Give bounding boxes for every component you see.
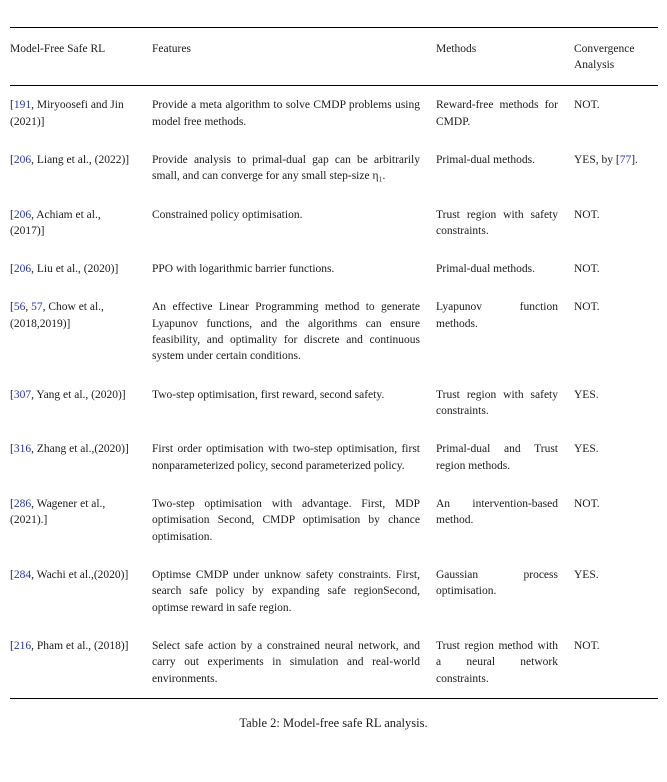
cell-methods: Trust region method with a neural network constraints.: [436, 640, 558, 685]
header-model-free-safe-rl: Model-Free Safe RL: [10, 43, 106, 55]
text-segment: NOT.: [574, 640, 600, 653]
cell-features: Provide analysis to primal-dual gap can be arbitrarily small, and can converge for any small step-size η₁.: [152, 153, 420, 183]
table-row: [10, 556, 658, 627]
cell-convergence: [574, 430, 658, 485]
cell-methods: Primal-dual methods.: [436, 263, 536, 276]
cell-features: Provide a meta algorithm to solve CMDP problems using model free methods.: [152, 99, 420, 128]
cell-convergence: [574, 288, 658, 375]
cell-features: First order optimisation with two-step optimisation, first nonparameterized policy, second parameterized policy.: [152, 443, 420, 472]
text-segment: , Liu et al., (2020)]: [31, 263, 119, 276]
cell-reference: [10, 250, 152, 288]
text-segment: , Liang et al., (2022)]: [31, 153, 130, 166]
text-segment: NOT.: [574, 263, 600, 276]
text-segment: [: [10, 208, 14, 221]
table-row: [10, 250, 658, 288]
text-segment: , Wachi et al.,(2020)]: [31, 569, 129, 582]
table-row: [10, 430, 658, 485]
table-header: [10, 28, 658, 86]
text-segment: YES.: [574, 443, 599, 456]
text-segment: , Miryoosefi and Jin (2021)]: [10, 99, 124, 128]
text-segment: , Wagener et al., (2021).]: [10, 498, 106, 527]
header-convergence-analysis: Convergence Analysis: [574, 43, 635, 72]
citation-link[interactable]: 216: [13, 640, 32, 653]
table-row: [10, 627, 658, 698]
cell-methods: Reward-free methods for CMDP.: [436, 99, 558, 128]
cell-features: PPO with logarithmic barrier functions.: [152, 263, 335, 276]
cell-convergence: [574, 196, 658, 251]
citation-link[interactable]: 191: [13, 99, 32, 112]
cell-reference: [10, 485, 152, 556]
header-methods: Methods: [436, 43, 477, 55]
cell-reference: [10, 627, 152, 698]
citation-link[interactable]: 284: [13, 569, 32, 582]
cell-methods: Trust region with safety constraints.: [436, 388, 558, 418]
table-row: [10, 376, 658, 431]
text-segment: , Achiam et al., (2017)]: [10, 208, 101, 237]
header-features: Features: [152, 43, 191, 55]
table-row: [10, 86, 658, 141]
text-segment: ,: [25, 301, 32, 314]
cell-methods: Primal-dual methods.: [436, 153, 536, 166]
text-segment: , Yang et al., (2020)]: [31, 388, 126, 401]
text-segment: [: [10, 388, 14, 401]
cell-features: An effective Linear Programming method to generate Lyapunov functions, and the algorithms can ensure feasibility, and optimality for discrete and continuous system under certain conditions.: [152, 301, 420, 363]
text-segment: YES.: [574, 388, 599, 401]
cell-methods: Primal-dual and Trust region methods.: [436, 443, 558, 472]
cell-reference: [10, 141, 152, 196]
text-segment: [: [10, 153, 14, 166]
citation-link[interactable]: 206: [13, 153, 32, 166]
cell-convergence: [574, 485, 658, 556]
text-segment: , Pham et al., (2018)]: [31, 640, 129, 653]
cell-features: Constrained policy optimisation.: [152, 208, 303, 221]
text-segment: NOT.: [574, 301, 600, 314]
text-segment: [: [10, 263, 14, 276]
table-row: [10, 485, 658, 556]
header-row: [10, 28, 658, 86]
text-segment: [: [10, 443, 14, 456]
cell-convergence: [574, 627, 658, 698]
cell-features: Select safe action by a constrained neural network, and carry out experiments in simulation and real-world environments.: [152, 640, 420, 685]
cell-reference: [10, 376, 152, 431]
text-segment: YES, by [: [574, 153, 620, 166]
citation-link[interactable]: 56: [13, 301, 26, 314]
cell-reference: [10, 196, 152, 251]
table-row: [10, 288, 658, 375]
text-segment: NOT.: [574, 498, 600, 511]
text-segment: [: [10, 301, 14, 314]
text-segment: NOT.: [574, 208, 600, 221]
citation-link[interactable]: 206: [13, 208, 32, 221]
model-free-safe-rl-table: [10, 27, 658, 699]
text-segment: [: [10, 99, 14, 112]
text-segment: YES.: [574, 569, 599, 582]
cell-convergence: [574, 141, 658, 196]
text-segment: , Chow et al., (2018,2019)]: [10, 301, 104, 330]
cell-convergence: [574, 376, 658, 431]
text-segment: [: [10, 569, 14, 582]
cell-features: Optimse CMDP under unknow safety constraints. First, search safe policy by expanding safe regionSecond, optimse reward in safe region.: [152, 569, 420, 614]
text-segment: [: [10, 498, 14, 511]
cell-reference: [10, 556, 152, 627]
text-segment: , Zhang et al.,(2020)]: [31, 443, 129, 456]
citation-link[interactable]: 307: [13, 388, 32, 401]
cell-convergence: [574, 250, 658, 288]
table-row: [10, 196, 658, 251]
table-row: [10, 141, 658, 196]
cell-reference: [10, 86, 152, 141]
cell-methods: An intervention-based method.: [436, 498, 558, 527]
cell-features: Two-step optimisation with advantage. First, MDP optimisation Second, CMDP optimisation by chance optimisation.: [152, 498, 420, 543]
citation-link[interactable]: 206: [13, 263, 32, 276]
citation-link[interactable]: 316: [13, 443, 32, 456]
cell-features: Two-step optimisation, first reward, second safety.: [152, 388, 385, 401]
cell-methods: Lyapunov function methods.: [436, 301, 558, 330]
citation-link[interactable]: 77: [619, 153, 632, 166]
text-segment: NOT.: [574, 99, 600, 112]
table-caption: Table 2: Model-free safe RL analysis.: [239, 716, 428, 731]
citation-link[interactable]: 286: [13, 498, 32, 511]
cell-reference: [10, 430, 152, 485]
table-body: [10, 86, 658, 699]
text-segment: ].: [631, 153, 638, 166]
cell-convergence: [574, 556, 658, 627]
cell-methods: Gaussian process optimisation.: [436, 569, 558, 598]
text-segment: [: [10, 640, 14, 653]
citation-link[interactable]: 57: [31, 301, 43, 314]
cell-methods: Trust region with safety constraints.: [436, 208, 558, 237]
cell-reference: [10, 288, 152, 375]
cell-convergence: [574, 86, 658, 141]
